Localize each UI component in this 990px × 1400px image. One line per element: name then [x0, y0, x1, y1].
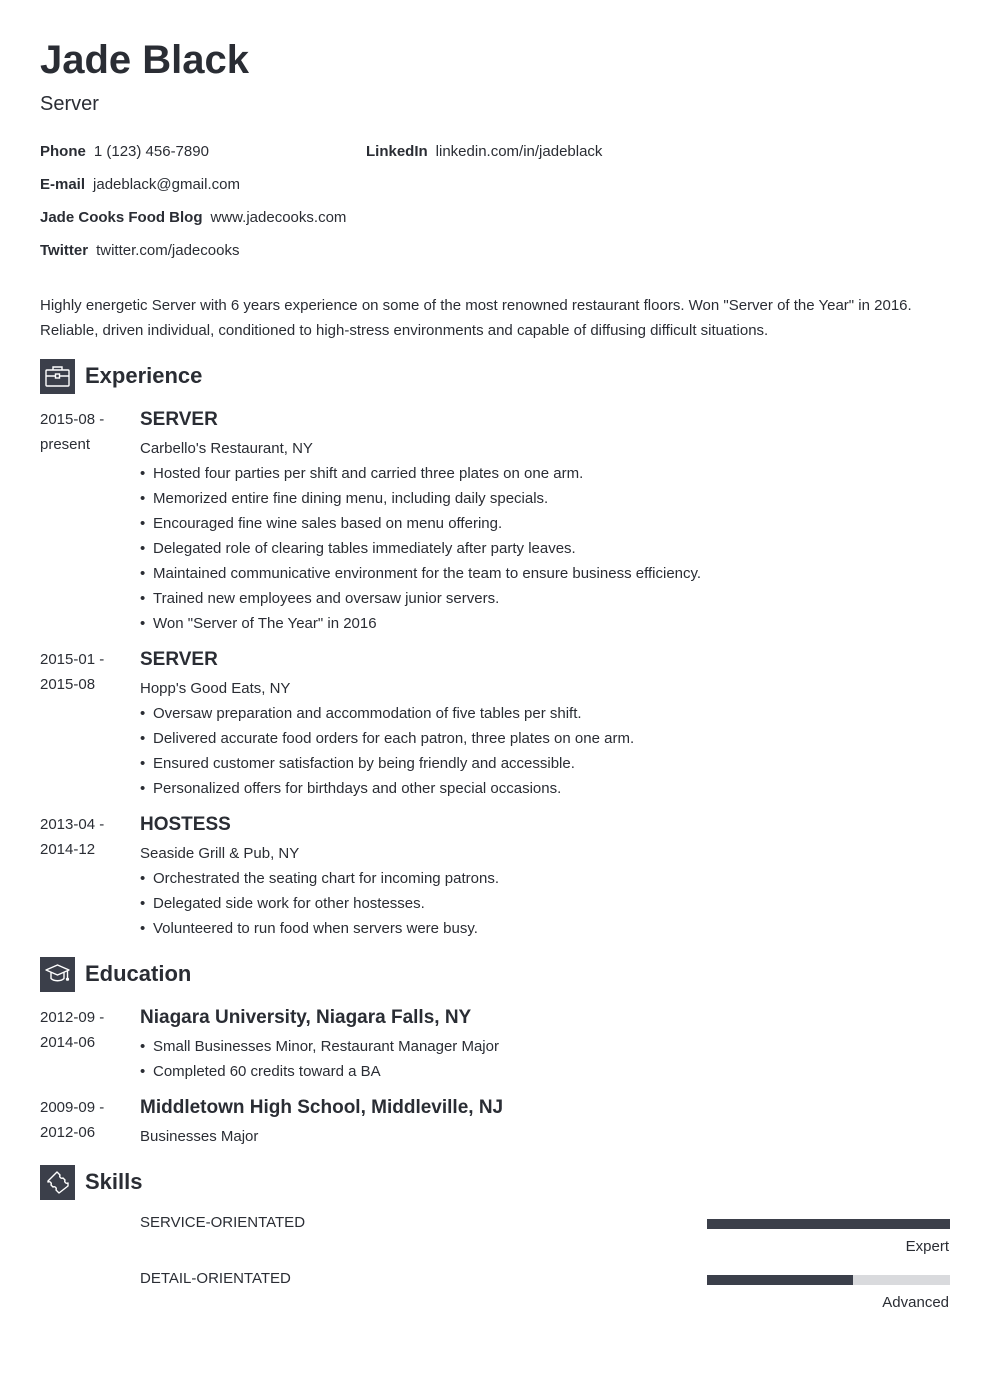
date-end: 2014-12 — [40, 841, 96, 858]
bullet-item: • Delivered accurate food orders for each patron, three plates on one arm. — [140, 726, 950, 751]
contact-label: LinkedIn — [366, 143, 428, 160]
job-employer: Seaside Grill & Pub, NY — [140, 845, 300, 862]
contact-value[interactable]: linkedin.com/in/jadeblack — [435, 143, 603, 160]
puzzle-piece-icon — [40, 1165, 75, 1200]
skill-name: SERVICE-ORIENTATED — [140, 1214, 306, 1231]
date-end: 2015-08 — [40, 676, 96, 693]
skill-level-fill — [707, 1275, 853, 1285]
date-end: 2014-06 — [40, 1034, 96, 1051]
job-role: HOSTESS — [140, 814, 231, 835]
contact-email — [40, 176, 240, 194]
contact-blog — [40, 209, 346, 227]
job-employer: Hopp's Good Eats, NY — [140, 680, 291, 697]
skill-level-fill — [707, 1219, 950, 1229]
job-bullets — [140, 701, 950, 801]
contact-value[interactable]: www.jadecooks.com — [210, 209, 347, 226]
contact-phone — [40, 143, 209, 161]
contact-value[interactable]: twitter.com/jadecooks — [96, 242, 240, 259]
contact-label: Phone — [40, 143, 86, 160]
section-title: Education — [85, 961, 192, 986]
date-start: 2015-01 - — [40, 651, 105, 668]
education-bullets — [140, 1034, 950, 1084]
date-end: 2012-06 — [40, 1124, 96, 1141]
bullet-item: • Completed 60 credits toward a BA — [140, 1059, 950, 1084]
date-start: 2015-08 - — [40, 411, 105, 428]
bullet-item: • Small Businesses Minor, Restaurant Manager Major — [140, 1034, 950, 1059]
skill-row — [140, 1270, 950, 1320]
date-start: 2009-09 - — [40, 1099, 105, 1116]
date-end: present — [40, 436, 91, 453]
skill-level-label: Expert — [905, 1238, 949, 1255]
entry-dates — [40, 407, 130, 457]
date-start: 2013-04 - — [40, 816, 105, 833]
job-bullets — [140, 866, 950, 941]
entry-dates — [40, 1095, 130, 1145]
candidate-name: Jade Black — [40, 38, 250, 82]
graduation-cap-icon — [40, 957, 75, 992]
contact-label: Twitter — [40, 242, 89, 259]
contact-label: Jade Cooks Food Blog — [40, 209, 203, 226]
skill-level-bar — [707, 1219, 950, 1229]
section-title: Experience — [85, 363, 203, 388]
skill-level-bar — [707, 1275, 950, 1285]
bullet-item: • Delegated role of clearing tables immediately after party leaves. — [140, 536, 950, 561]
bullet-item: • Maintained communicative environment for the team to ensure business efficiency. — [140, 561, 950, 586]
bullet-item: • Won "Server of The Year" in 2016 — [140, 611, 950, 636]
section-title: Skills — [85, 1169, 143, 1194]
school-name: Middletown High School, Middleville, NJ — [140, 1097, 504, 1118]
bullet-item: • Personalized offers for birthdays and other special occasions. — [140, 776, 950, 801]
bullet-item: • Volunteered to run food when servers were busy. — [140, 916, 950, 941]
date-start: 2012-09 - — [40, 1009, 105, 1026]
bullet-item: • Ensured customer satisfaction by being friendly and accessible. — [140, 751, 950, 776]
bullet-item: • Trained new employees and oversaw junior servers. — [140, 586, 950, 611]
contact-label: E-mail — [40, 176, 86, 193]
school-detail: Businesses Major — [140, 1128, 259, 1145]
entry-dates — [40, 1005, 130, 1055]
education-section-header — [40, 956, 191, 992]
briefcase-icon — [40, 359, 75, 394]
skill-level-label: Advanced — [882, 1294, 949, 1311]
candidate-title: Server — [40, 93, 99, 115]
contact-value[interactable]: jadeblack@gmail.com — [93, 176, 240, 193]
bullet-item: • Hosted four parties per shift and carried three plates on one arm. — [140, 461, 950, 486]
bullet-item: • Orchestrated the seating chart for incoming patrons. — [140, 866, 950, 891]
contact-linkedin — [366, 143, 602, 161]
bullet-item: • Encouraged fine wine sales based on menu offering. — [140, 511, 950, 536]
bullet-item: • Memorized entire fine dining menu, including daily specials. — [140, 486, 950, 511]
entry-dates — [40, 812, 130, 862]
bullet-item: • Delegated side work for other hostesses. — [140, 891, 950, 916]
school-name: Niagara University, Niagara Falls, NY — [140, 1007, 472, 1028]
skill-name: DETAIL-ORIENTATED — [140, 1270, 291, 1287]
bullet-item: • Oversaw preparation and accommodation of five tables per shift. — [140, 701, 950, 726]
skill-row — [140, 1214, 950, 1264]
job-role: SERVER — [140, 409, 218, 430]
job-employer: Carbello's Restaurant, NY — [140, 440, 313, 457]
skills-section-header — [40, 1164, 142, 1200]
job-role: SERVER — [140, 649, 218, 670]
entry-dates — [40, 647, 130, 697]
experience-section-header — [40, 358, 202, 394]
contact-twitter — [40, 242, 239, 260]
contact-value: 1 (123) 456-7890 — [93, 143, 209, 160]
job-bullets — [140, 461, 950, 636]
summary-paragraph: Highly energetic Server with 6 years experience on some of the most renowned restaurant floors. Won "Server of the Year" in 2016. Reliable, driven individual, conditioned to high-stress environments and capable of diffusing difficult situations. — [40, 297, 912, 339]
